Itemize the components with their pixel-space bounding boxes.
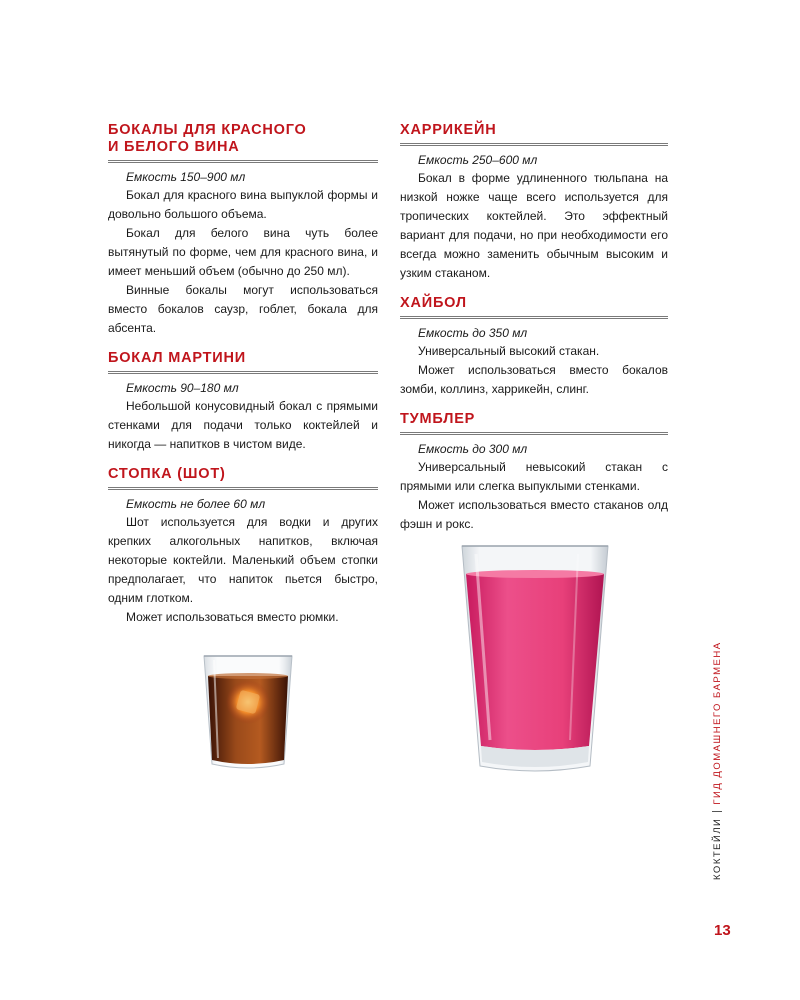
heading-tumbler: ТУМБЛЕР bbox=[400, 411, 668, 435]
paragraph: Универсальный высокий стакан. bbox=[418, 344, 600, 358]
shot-glass-illustration bbox=[200, 650, 296, 774]
sidebar-book-title: КОКТЕЙЛИ bbox=[712, 817, 723, 880]
paragraph: Бокал в форме удлиненного тюльпана на низкой ножке чаще всего используется для тропических коктейлей. Это эффектный вариант для подачи, но при необходимости его всегда можно заменить обычным высоким и узким стаканом. bbox=[400, 171, 668, 280]
capacity-tumbler: Емкость до 300 мл bbox=[418, 442, 528, 456]
page-number: 13 bbox=[714, 922, 731, 939]
right-column bbox=[400, 122, 668, 546]
paragraph: Небольшой конусовидный бокал с прямыми стенками для подачи только коктейлей и никогда — напитков в чистом виде. bbox=[108, 399, 378, 451]
heading-wine-glasses: БОКАЛЫ ДЛЯ КРАСНОГО И БЕЛОГО ВИНА bbox=[108, 122, 378, 163]
pink-tumbler-illustration bbox=[458, 540, 612, 778]
section-highball bbox=[400, 295, 668, 399]
paragraph: Может использоваться вместо бокалов зомби, коллинз, харрикейн, слинг. bbox=[400, 363, 668, 396]
heading-highball: ХАЙБОЛ bbox=[400, 295, 668, 319]
capacity-wine: Емкость 150–900 мл bbox=[126, 170, 246, 184]
paragraph: Универсальный невысокий стакан с прямыми или слегка выпуклыми стенками. bbox=[400, 460, 668, 493]
sidebar-series-title: ГИД ДОМАШНЕГО БАРМЕНА bbox=[712, 641, 723, 805]
section-shot bbox=[108, 466, 378, 627]
paragraph: Бокал для красного вина выпуклой формы и довольно большого объема. bbox=[108, 188, 378, 221]
heading-hurricane: ХАРРИКЕЙН bbox=[400, 122, 668, 146]
paragraph: Шот используется для водки и других крепких алкогольных напитков, включая некоторые коктейли. Маленький объем стопки предполагает, что напиток пьется быстро, одним глотком. bbox=[108, 515, 378, 605]
capacity-hurricane: Емкость 250–600 мл bbox=[418, 153, 538, 167]
heading-martini: БОКАЛ МАРТИНИ bbox=[108, 350, 378, 374]
capacity-martini: Емкость 90–180 мл bbox=[126, 381, 239, 395]
paragraph: Винные бокалы могут использоваться вместо бокалов саузр, гоблет, бокала для абсента. bbox=[108, 283, 378, 335]
section-tumbler bbox=[400, 411, 668, 534]
heading-shot: СТОПКА (ШОТ) bbox=[108, 466, 378, 490]
paragraph: Бокал для белого вина чуть более вытянутый по форме, чем для красного вина, и имеет меньший объем (обычно до 250 мл). bbox=[108, 226, 378, 278]
paragraph: Может использоваться вместо рюмки. bbox=[126, 610, 339, 624]
section-wine-glasses bbox=[108, 122, 378, 338]
section-martini bbox=[108, 350, 378, 454]
paragraph: Может использоваться вместо стаканов олд фэшн и рокс. bbox=[400, 498, 668, 531]
sidebar-running-title bbox=[712, 641, 723, 880]
capacity-highball: Емкость до 350 мл bbox=[418, 326, 528, 340]
sidebar-separator bbox=[712, 811, 722, 812]
left-column bbox=[108, 122, 378, 639]
section-hurricane bbox=[400, 122, 668, 283]
capacity-shot: Емкость не более 60 мл bbox=[126, 497, 266, 511]
